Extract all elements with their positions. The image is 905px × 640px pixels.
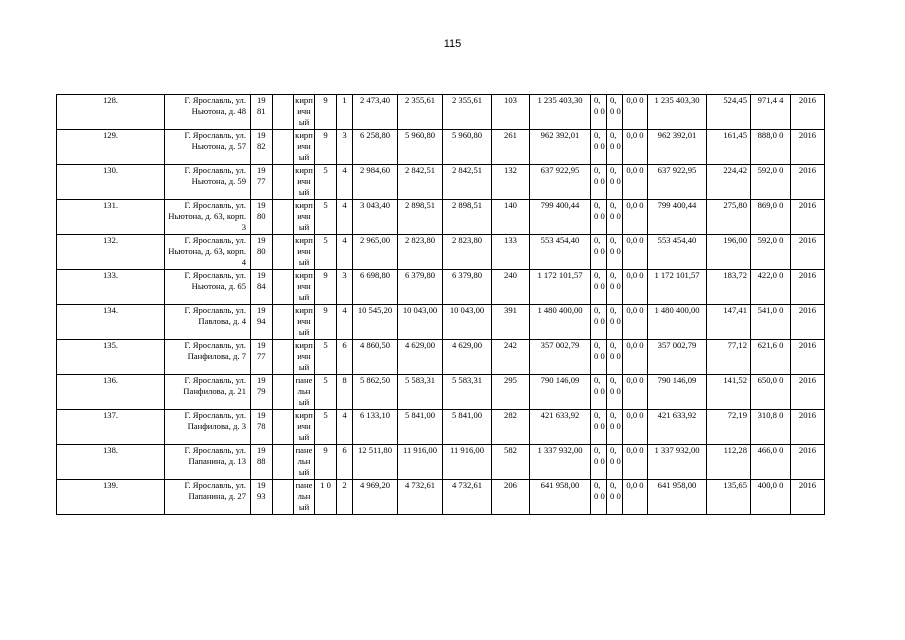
- cell-c5: 1 235 403,30: [530, 95, 591, 130]
- cell-c1: 6 133,10: [353, 410, 398, 445]
- cell-c3: 2 842,51: [443, 165, 492, 200]
- cell-c12: 2016: [791, 165, 825, 200]
- cell-c4: 140: [492, 200, 530, 235]
- cell-year: 19 79: [251, 375, 273, 410]
- cell-c9: 637 922,95: [648, 165, 707, 200]
- cell-year: 19 84: [251, 270, 273, 305]
- cell-c8: 0,0 0: [623, 445, 648, 480]
- cell-c12: 2016: [791, 305, 825, 340]
- cell-empty: [273, 95, 294, 130]
- cell-floors: 9: [315, 445, 337, 480]
- cell-c9: 421 633,92: [648, 410, 707, 445]
- cell-material: кирпичн ый: [294, 200, 315, 235]
- cell-c3: 5 960,80: [443, 130, 492, 165]
- cell-c10: 77,12: [707, 340, 751, 375]
- cell-empty: [273, 410, 294, 445]
- cell-c5: 553 454,40: [530, 235, 591, 270]
- cell-c11: 971,4 4: [751, 95, 791, 130]
- cell-material: панельн ый: [294, 445, 315, 480]
- cell-c2: 5 841,00: [398, 410, 443, 445]
- cell-c6: 0, 0 0: [591, 445, 607, 480]
- cell-c1: 12 511,80: [353, 445, 398, 480]
- cell-floors: 5: [315, 200, 337, 235]
- cell-address: Г. Ярославль, ул. Папанина, д. 27: [165, 480, 251, 515]
- cell-material: панельн ый: [294, 480, 315, 515]
- cell-address: Г. Ярославль, ул. Ньютона, д. 57: [165, 130, 251, 165]
- cell-c6: 0, 0 0: [591, 340, 607, 375]
- cell-material: кирпичн ый: [294, 410, 315, 445]
- cell-c6: 0, 0 0: [591, 95, 607, 130]
- cell-no: 129.: [57, 130, 165, 165]
- cell-c8: 0,0 0: [623, 340, 648, 375]
- cell-c2: 5 960,80: [398, 130, 443, 165]
- cell-material: кирпичн ый: [294, 95, 315, 130]
- cell-c9: 1 235 403,30: [648, 95, 707, 130]
- cell-c8: 0,0 0: [623, 95, 648, 130]
- cell-c4: 242: [492, 340, 530, 375]
- cell-empty: [273, 305, 294, 340]
- table-body: [57, 95, 825, 515]
- cell-c11: 541,0 0: [751, 305, 791, 340]
- cell-c11: 869,0 0: [751, 200, 791, 235]
- cell-c3: 10 043,00: [443, 305, 492, 340]
- cell-no: 131.: [57, 200, 165, 235]
- cell-c1: 4 969,20: [353, 480, 398, 515]
- cell-empty: [273, 340, 294, 375]
- table-row: [57, 410, 825, 445]
- cell-address: Г. Ярославль, ул. Ньютона, д. 59: [165, 165, 251, 200]
- cell-year: 19 88: [251, 445, 273, 480]
- cell-material: панельн ый: [294, 375, 315, 410]
- cell-c3: 2 823,80: [443, 235, 492, 270]
- cell-c5: 962 392,01: [530, 130, 591, 165]
- cell-c3: 4 629,00: [443, 340, 492, 375]
- cell-c2: 4 629,00: [398, 340, 443, 375]
- cell-year: 19 93: [251, 480, 273, 515]
- cell-c2: 11 916,00: [398, 445, 443, 480]
- cell-c7: 0, 0 0: [607, 410, 623, 445]
- cell-c5: 799 400,44: [530, 200, 591, 235]
- cell-c9: 790 146,09: [648, 375, 707, 410]
- cell-empty: [273, 130, 294, 165]
- cell-c9: 553 454,40: [648, 235, 707, 270]
- cell-no: 139.: [57, 480, 165, 515]
- table-row: [57, 270, 825, 305]
- cell-c9: 1 337 932,00: [648, 445, 707, 480]
- cell-entrances: 4: [337, 200, 353, 235]
- cell-c6: 0, 0 0: [591, 165, 607, 200]
- cell-c11: 592,0 0: [751, 165, 791, 200]
- cell-c7: 0, 0 0: [607, 270, 623, 305]
- cell-c12: 2016: [791, 340, 825, 375]
- cell-c8: 0,0 0: [623, 200, 648, 235]
- cell-material: кирпичн ый: [294, 340, 315, 375]
- cell-c3: 2 898,51: [443, 200, 492, 235]
- cell-c3: 4 732,61: [443, 480, 492, 515]
- cell-c4: 295: [492, 375, 530, 410]
- cell-c7: 0, 0 0: [607, 235, 623, 270]
- cell-floors: 5: [315, 165, 337, 200]
- cell-c7: 0, 0 0: [607, 375, 623, 410]
- cell-c1: 3 043,40: [353, 200, 398, 235]
- cell-year: 19 80: [251, 235, 273, 270]
- cell-c10: 141,52: [707, 375, 751, 410]
- cell-address: Г. Ярославль, ул. Ньютона, д. 65: [165, 270, 251, 305]
- cell-c11: 592,0 0: [751, 235, 791, 270]
- cell-c11: 400,0 0: [751, 480, 791, 515]
- cell-c3: 6 379,80: [443, 270, 492, 305]
- cell-c6: 0, 0 0: [591, 130, 607, 165]
- cell-entrances: 1: [337, 95, 353, 130]
- cell-no: 132.: [57, 235, 165, 270]
- cell-no: 130.: [57, 165, 165, 200]
- cell-c8: 0,0 0: [623, 235, 648, 270]
- cell-no: 137.: [57, 410, 165, 445]
- cell-address: Г. Ярославль, ул. Павлова, д. 4: [165, 305, 251, 340]
- cell-c8: 0,0 0: [623, 305, 648, 340]
- cell-c3: 2 355,61: [443, 95, 492, 130]
- cell-c10: 72,19: [707, 410, 751, 445]
- cell-c5: 357 002,79: [530, 340, 591, 375]
- cell-empty: [273, 270, 294, 305]
- cell-entrances: 4: [337, 235, 353, 270]
- cell-c8: 0,0 0: [623, 480, 648, 515]
- cell-c9: 1 172 101,57: [648, 270, 707, 305]
- cell-c5: 421 633,92: [530, 410, 591, 445]
- cell-address: Г. Ярославль, ул. Ньютона, д. 63, корп. 3: [165, 200, 251, 235]
- cell-c7: 0, 0 0: [607, 340, 623, 375]
- cell-c4: 240: [492, 270, 530, 305]
- table-row: [57, 95, 825, 130]
- cell-c2: 2 842,51: [398, 165, 443, 200]
- cell-entrances: 6: [337, 340, 353, 375]
- cell-c12: 2016: [791, 410, 825, 445]
- cell-no: 138.: [57, 445, 165, 480]
- cell-c5: 1 480 400,00: [530, 305, 591, 340]
- cell-c4: 582: [492, 445, 530, 480]
- cell-c7: 0, 0 0: [607, 130, 623, 165]
- cell-c1: 2 473,40: [353, 95, 398, 130]
- cell-c12: 2016: [791, 95, 825, 130]
- cell-address: Г. Ярославль, ул. Папанина, д. 13: [165, 445, 251, 480]
- cell-c11: 310,8 0: [751, 410, 791, 445]
- cell-floors: 9: [315, 95, 337, 130]
- table-row: [57, 375, 825, 410]
- cell-c2: 2 898,51: [398, 200, 443, 235]
- cell-c11: 888,0 0: [751, 130, 791, 165]
- cell-c7: 0, 0 0: [607, 305, 623, 340]
- cell-floors: 1 0: [315, 480, 337, 515]
- cell-c12: 2016: [791, 375, 825, 410]
- cell-c8: 0,0 0: [623, 410, 648, 445]
- cell-empty: [273, 480, 294, 515]
- cell-c6: 0, 0 0: [591, 305, 607, 340]
- cell-entrances: 4: [337, 410, 353, 445]
- cell-c4: 282: [492, 410, 530, 445]
- cell-floors: 5: [315, 410, 337, 445]
- cell-c12: 2016: [791, 200, 825, 235]
- cell-floors: 5: [315, 235, 337, 270]
- cell-c10: 196,00: [707, 235, 751, 270]
- cell-c9: 641 958,00: [648, 480, 707, 515]
- cell-empty: [273, 165, 294, 200]
- cell-c5: 1 337 932,00: [530, 445, 591, 480]
- cell-c9: 962 392,01: [648, 130, 707, 165]
- cell-c11: 466,0 0: [751, 445, 791, 480]
- cell-address: Г. Ярославль, ул. Панфилова, д. 3: [165, 410, 251, 445]
- cell-c4: 206: [492, 480, 530, 515]
- cell-c10: 161,45: [707, 130, 751, 165]
- cell-c10: 135,65: [707, 480, 751, 515]
- cell-c5: 790 146,09: [530, 375, 591, 410]
- cell-c2: 6 379,80: [398, 270, 443, 305]
- cell-c3: 5 841,00: [443, 410, 492, 445]
- cell-address: Г. Ярославль, ул. Панфилова, д. 21: [165, 375, 251, 410]
- table-row: [57, 200, 825, 235]
- cell-entrances: 4: [337, 165, 353, 200]
- cell-c11: 621,6 0: [751, 340, 791, 375]
- cell-c10: 275,80: [707, 200, 751, 235]
- cell-c6: 0, 0 0: [591, 480, 607, 515]
- cell-c2: 5 583,31: [398, 375, 443, 410]
- cell-material: кирпичн ый: [294, 165, 315, 200]
- cell-c8: 0,0 0: [623, 130, 648, 165]
- cell-c12: 2016: [791, 480, 825, 515]
- cell-c6: 0, 0 0: [591, 235, 607, 270]
- cell-c6: 0, 0 0: [591, 375, 607, 410]
- cell-c12: 2016: [791, 235, 825, 270]
- cell-no: 135.: [57, 340, 165, 375]
- cell-floors: 5: [315, 375, 337, 410]
- cell-c6: 0, 0 0: [591, 200, 607, 235]
- cell-year: 19 81: [251, 95, 273, 130]
- cell-year: 19 94: [251, 305, 273, 340]
- cell-year: 19 77: [251, 340, 273, 375]
- cell-empty: [273, 445, 294, 480]
- table-row: [57, 445, 825, 480]
- cell-c1: 10 545,20: [353, 305, 398, 340]
- table-row: [57, 130, 825, 165]
- table-row: [57, 165, 825, 200]
- cell-c3: 11 916,00: [443, 445, 492, 480]
- cell-c7: 0, 0 0: [607, 95, 623, 130]
- cell-empty: [273, 235, 294, 270]
- page-number: 115: [443, 38, 462, 50]
- cell-address: Г. Ярославль, ул. Панфилова, д. 7: [165, 340, 251, 375]
- cell-no: 134.: [57, 305, 165, 340]
- cell-no: 133.: [57, 270, 165, 305]
- cell-c8: 0,0 0: [623, 375, 648, 410]
- cell-empty: [273, 200, 294, 235]
- cell-c4: 133: [492, 235, 530, 270]
- cell-entrances: 3: [337, 130, 353, 165]
- cell-c12: 2016: [791, 445, 825, 480]
- cell-floors: 9: [315, 270, 337, 305]
- cell-c7: 0, 0 0: [607, 445, 623, 480]
- cell-c10: 524,45: [707, 95, 751, 130]
- cell-c1: 4 860,50: [353, 340, 398, 375]
- cell-year: 19 82: [251, 130, 273, 165]
- cell-c10: 112,28: [707, 445, 751, 480]
- cell-year: 19 80: [251, 200, 273, 235]
- cell-c12: 2016: [791, 270, 825, 305]
- cell-c2: 10 043,00: [398, 305, 443, 340]
- cell-material: кирпичн ый: [294, 235, 315, 270]
- table-row: [57, 305, 825, 340]
- table-row: [57, 235, 825, 270]
- cell-c4: 132: [492, 165, 530, 200]
- cell-c1: 5 862,50: [353, 375, 398, 410]
- cell-c1: 2 984,60: [353, 165, 398, 200]
- cell-material: кирпичн ый: [294, 305, 315, 340]
- cell-c1: 6 698,80: [353, 270, 398, 305]
- cell-c4: 103: [492, 95, 530, 130]
- registry-table: [56, 94, 825, 515]
- cell-c2: 2 823,80: [398, 235, 443, 270]
- cell-entrances: 6: [337, 445, 353, 480]
- cell-material: кирпичн ый: [294, 270, 315, 305]
- cell-material: кирпичн ый: [294, 130, 315, 165]
- cell-c2: 2 355,61: [398, 95, 443, 130]
- cell-c10: 224,42: [707, 165, 751, 200]
- table-row: [57, 340, 825, 375]
- cell-floors: 9: [315, 305, 337, 340]
- cell-c10: 183,72: [707, 270, 751, 305]
- cell-c4: 261: [492, 130, 530, 165]
- cell-address: Г. Ярославль, ул. Ньютона, д. 48: [165, 95, 251, 130]
- cell-empty: [273, 375, 294, 410]
- cell-c9: 357 002,79: [648, 340, 707, 375]
- cell-c5: 641 958,00: [530, 480, 591, 515]
- cell-no: 136.: [57, 375, 165, 410]
- cell-floors: 5: [315, 340, 337, 375]
- cell-c3: 5 583,31: [443, 375, 492, 410]
- cell-address: Г. Ярославль, ул. Ньютона, д. 63, корп. 4: [165, 235, 251, 270]
- cell-floors: 9: [315, 130, 337, 165]
- cell-c6: 0, 0 0: [591, 410, 607, 445]
- cell-c6: 0, 0 0: [591, 270, 607, 305]
- cell-c11: 650,0 0: [751, 375, 791, 410]
- cell-no: 128.: [57, 95, 165, 130]
- cell-c12: 2016: [791, 130, 825, 165]
- cell-entrances: 8: [337, 375, 353, 410]
- cell-c4: 391: [492, 305, 530, 340]
- cell-c10: 147,41: [707, 305, 751, 340]
- cell-c5: 637 922,95: [530, 165, 591, 200]
- cell-c9: 1 480 400,00: [648, 305, 707, 340]
- cell-c1: 2 965,00: [353, 235, 398, 270]
- cell-c1: 6 258,80: [353, 130, 398, 165]
- cell-c2: 4 732,61: [398, 480, 443, 515]
- cell-c5: 1 172 101,57: [530, 270, 591, 305]
- table-row: [57, 480, 825, 515]
- cell-entrances: 4: [337, 305, 353, 340]
- cell-entrances: 2: [337, 480, 353, 515]
- cell-c8: 0,0 0: [623, 270, 648, 305]
- cell-c8: 0,0 0: [623, 165, 648, 200]
- cell-c7: 0, 0 0: [607, 200, 623, 235]
- cell-year: 19 78: [251, 410, 273, 445]
- cell-c7: 0, 0 0: [607, 480, 623, 515]
- cell-entrances: 3: [337, 270, 353, 305]
- cell-c7: 0, 0 0: [607, 165, 623, 200]
- cell-c11: 422,0 0: [751, 270, 791, 305]
- cell-year: 19 77: [251, 165, 273, 200]
- cell-c9: 799 400,44: [648, 200, 707, 235]
